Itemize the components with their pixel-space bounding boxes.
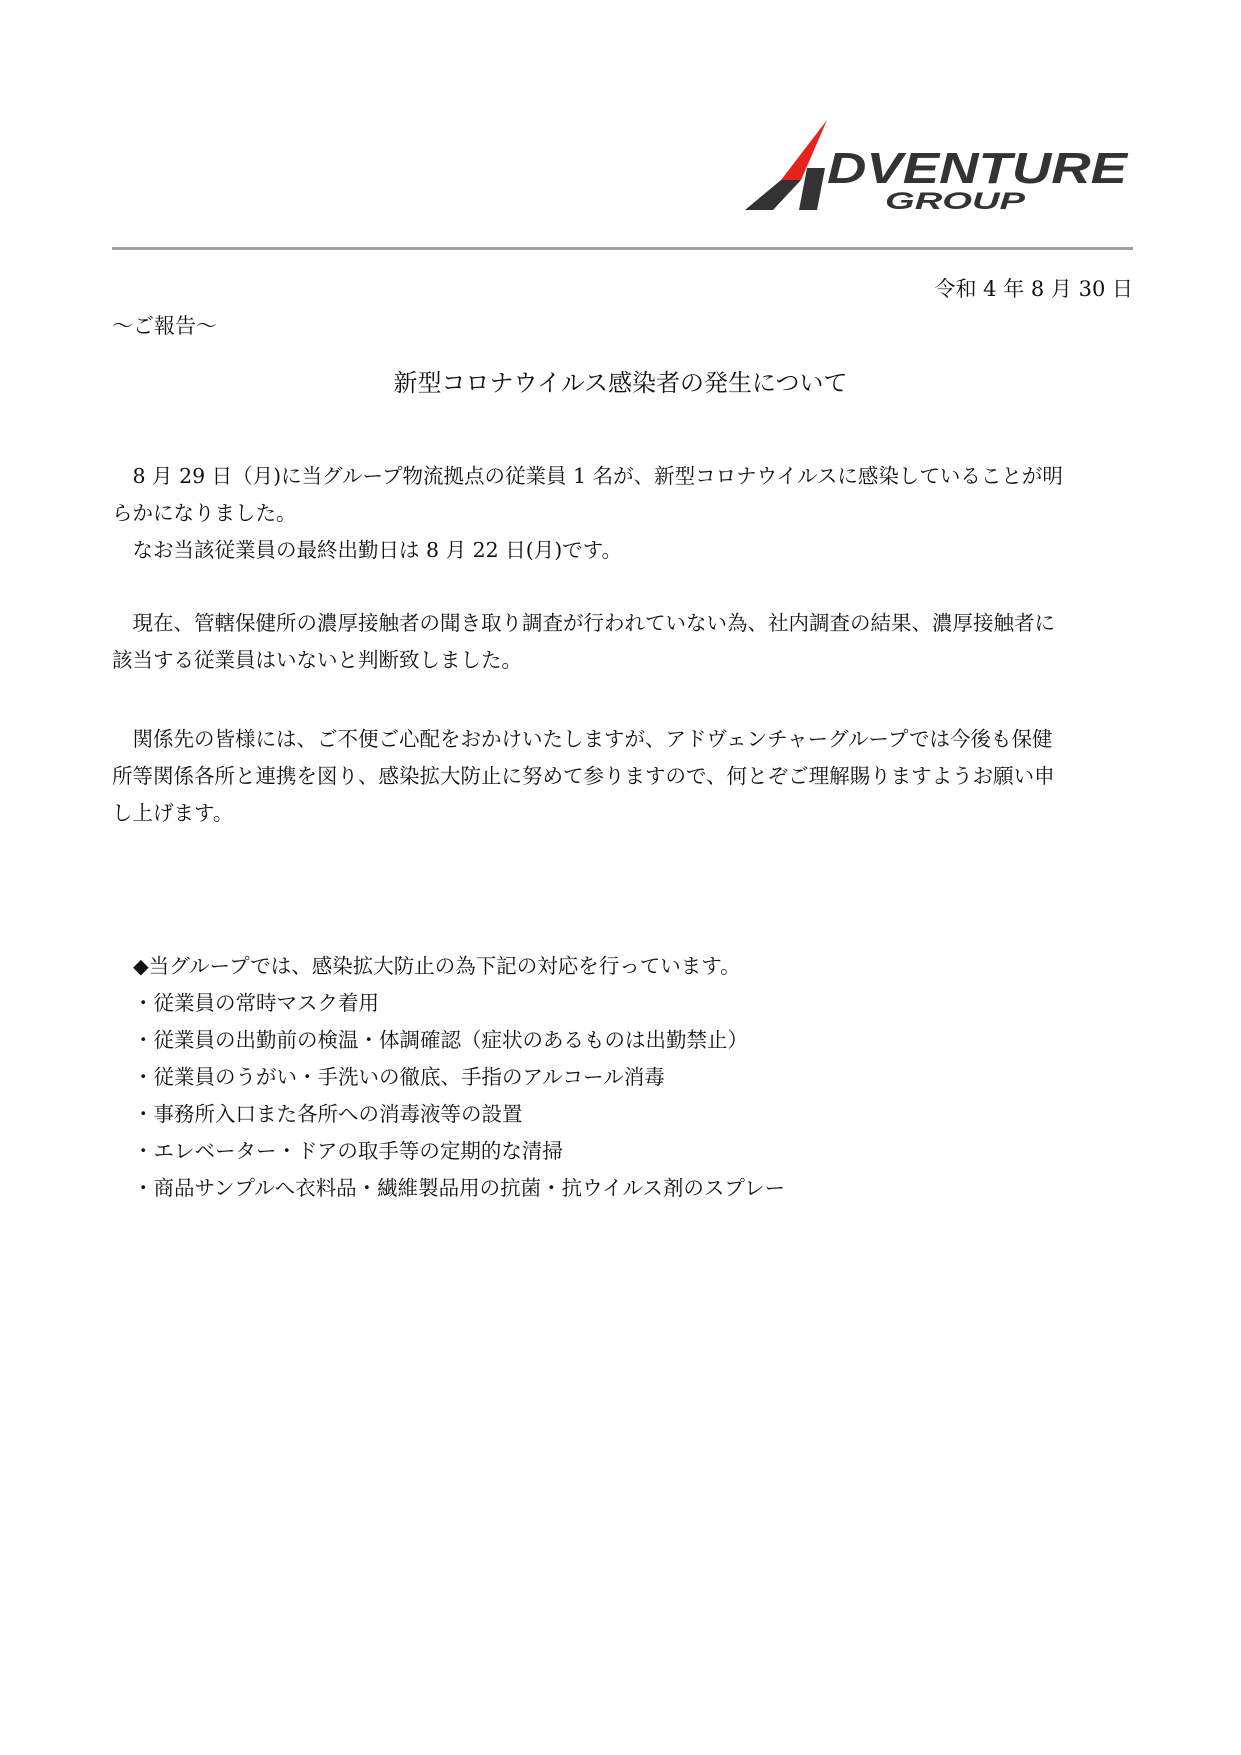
measure-item: ・商品サンプルへ衣料品・繊維製品用の抗菌・抗ウイルス剤のスプレー	[133, 1176, 786, 1200]
paragraph-line: なお当該従業員の最終出勤日は 8 月 22 日(月)です。	[112, 538, 623, 562]
paragraph-line: 所等関係各所と連携を図り、感染拡大防止に努めて参りますので、何とぞご理解賜りますようお願い申	[112, 764, 1055, 788]
logo-dark-mark-left	[745, 180, 801, 210]
measure-item: ・従業員の常時マスク着用	[133, 991, 379, 1015]
paragraph-line: 該当する従業員はいないと判断致しました。	[112, 648, 522, 672]
measure-item: ・従業員の出勤前の検温・体調確認（症状のあるものは出勤禁止）	[133, 1028, 748, 1052]
header-divider	[112, 247, 1133, 250]
paragraph-infection-report	[112, 458, 1132, 569]
document-date: 令和 4 年 8 月 30 日	[934, 277, 1133, 301]
prevention-measures	[133, 948, 785, 1207]
measures-heading: ◆当グループでは、感染拡大防止の為下記の対応を行っています。	[133, 954, 741, 978]
logo-main-text: DVENTURE	[827, 144, 1130, 193]
paragraph-line: 8 月 29 日（月)に当グループ物流拠点の従業員 1 名が、新型コロナウイルスに感染していることが明	[112, 464, 1063, 488]
logo-sub-text: GROUP	[885, 188, 1027, 215]
paragraph-apology	[112, 721, 1132, 832]
adventure-group-logo	[733, 120, 1133, 216]
measure-item: ・事務所入口また各所への消毒液等の設置	[133, 1102, 523, 1126]
paragraph-close-contact	[112, 605, 1132, 679]
paragraph-line: 関係先の皆様には、ご不便ご心配をおかけいたしますが、アドヴェンチャーグループでは今後も保健	[112, 727, 1053, 751]
measure-item: ・エレベーター・ドアの取手等の定期的な清掃	[133, 1139, 563, 1163]
paragraph-line: 現在、管轄保健所の濃厚接触者の聞き取り調査が行われていない為、社内調査の結果、濃厚接触者に	[112, 611, 1055, 635]
paragraph-line: し上げます。	[112, 801, 234, 825]
measure-item: ・従業員のうがい・手洗いの徹底、手指のアルコール消毒	[133, 1065, 665, 1089]
report-label: 〜ご報告〜	[112, 314, 217, 338]
paragraph-line: らかになりました。	[112, 501, 297, 525]
document-title: 新型コロナウイルス感染者の発生について	[393, 369, 848, 397]
